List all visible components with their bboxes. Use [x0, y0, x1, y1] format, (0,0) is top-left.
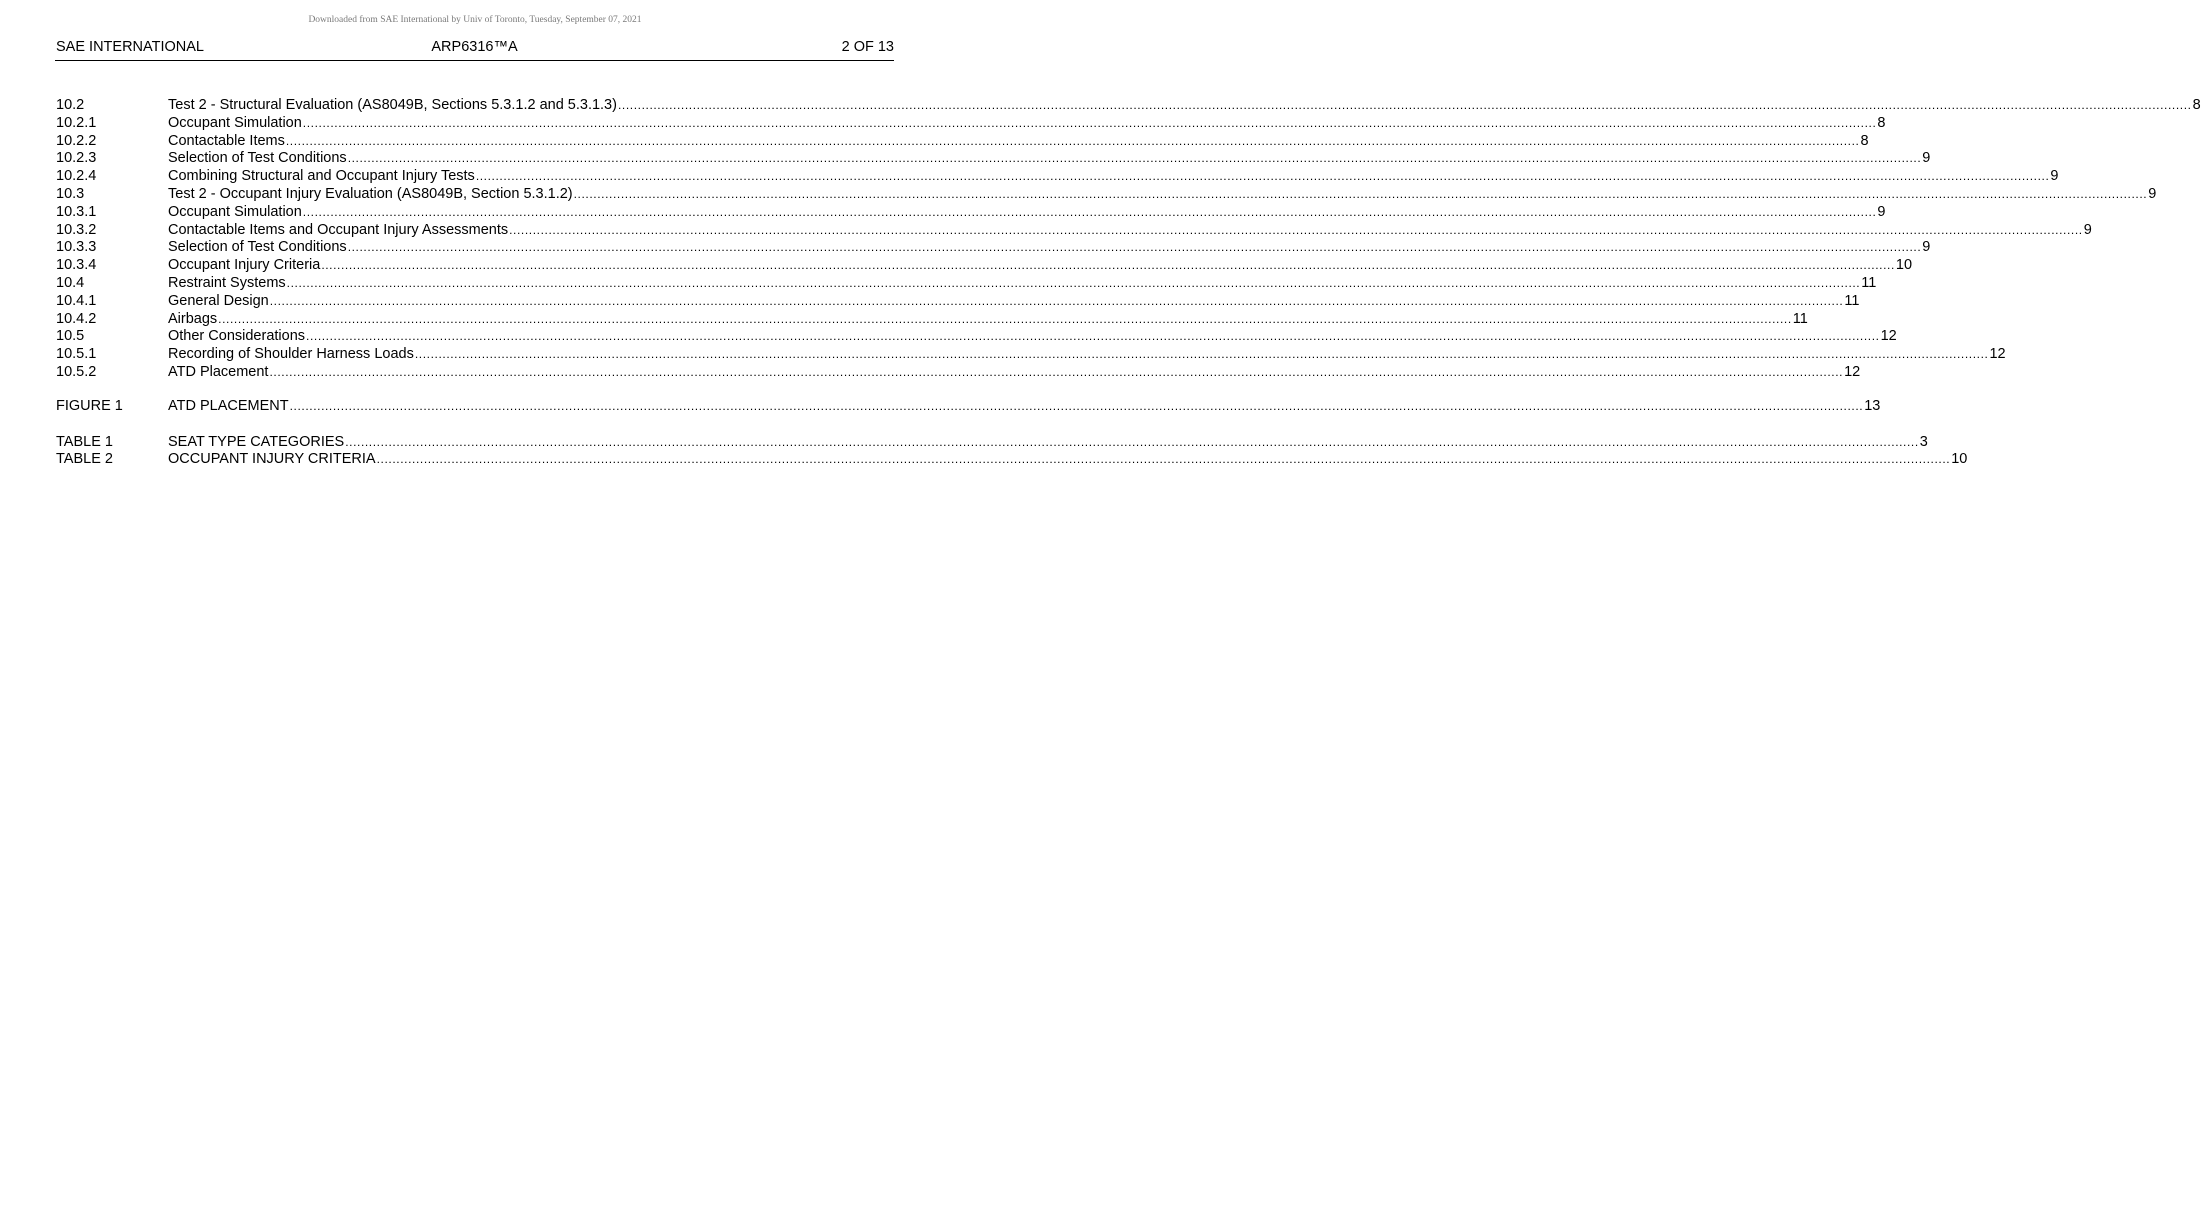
toc-entry-page: 11 — [1792, 310, 1808, 327]
toc-entry-title: Combining Structural and Occupant Injury Tests — [168, 168, 475, 185]
toc-entry-title: Contactable Items — [168, 132, 285, 149]
toc-leader-dots: ................................................................................................................................................................................................................................................................................................................................................................................................................ — [376, 452, 1951, 467]
toc-entry-number: 10.5.2 — [56, 363, 97, 380]
toc-leader-dots: ................................................................................................................................................................................................................................................................................................................................................................................................................ — [475, 169, 2050, 184]
toc-leader-dots: ................................................................................................................................................................................................................................................................................................................................................................................................................ — [286, 275, 1861, 290]
toc-entry-number: FIGURE 1 — [56, 397, 123, 414]
toc-leader-dots: ................................................................................................................................................................................................................................................................................................................................................................................................................ — [218, 311, 1792, 326]
toc-entry[interactable] — [56, 310, 1808, 329]
toc-entry[interactable] — [56, 292, 1860, 311]
toc-entry[interactable] — [56, 203, 1886, 222]
toc-entry-title: ATD Placement — [168, 363, 269, 380]
toc-section-entries — [56, 97, 2201, 382]
toc-entry[interactable] — [56, 221, 2092, 240]
toc-entry-title: Test 2 - Occupant Injury Evaluation (AS8049B, Section 5.3.1.2) — [168, 185, 573, 202]
toc-entry-number: 10.2 — [56, 97, 85, 113]
toc-entry-page: 11 — [1844, 292, 1860, 309]
toc-entry-title: OCCUPANT INJURY CRITERIA — [168, 451, 376, 468]
toc-leader-dots: ................................................................................................................................................................................................................................................................................................................................................................................................................ — [302, 204, 1877, 219]
toc-entry-title: ATD PLACEMENT — [168, 397, 289, 414]
toc-entry-title: Recording of Shoulder Harness Loads — [168, 346, 414, 363]
toc-entry[interactable] — [56, 150, 1931, 168]
toc-entry-number: 10.2.3 — [56, 150, 97, 167]
toc-entry[interactable] — [56, 451, 1968, 469]
toc-entry-page: 13 — [1864, 397, 1881, 414]
toc-entry[interactable] — [56, 346, 2006, 364]
table-of-contents — [56, 97, 2201, 469]
toc-entry-page: 8 — [2192, 97, 2201, 113]
toc-entry-number: TABLE 1 — [56, 433, 113, 450]
toc-entry-number: 10.4 — [56, 274, 85, 291]
toc-entry-page: 10 — [1951, 451, 1968, 468]
toc-entry-page: 9 — [1922, 150, 1931, 167]
toc-entry-number: TABLE 2 — [56, 451, 113, 468]
toc-entry[interactable] — [56, 185, 2157, 204]
toc-entry-number: 10.5 — [56, 328, 85, 345]
toc-entry-title: Other Considerations — [168, 328, 306, 345]
toc-entry[interactable] — [56, 239, 1931, 257]
toc-leader-dots: ................................................................................................................................................................................................................................................................................................................................................................................................................ — [289, 398, 1864, 413]
toc-leader-dots: ................................................................................................................................................................................................................................................................................................................................................................................................................ — [269, 293, 1844, 308]
toc-entry-number: 10.4.1 — [56, 292, 97, 309]
toc-entry-title: Selection of Test Conditions — [168, 239, 347, 256]
toc-entry-number: 10.2.1 — [56, 114, 97, 131]
toc-table-list — [56, 433, 1968, 470]
toc-entry-page: 12 — [1844, 363, 1861, 380]
toc-entry-number: 10.3 — [56, 185, 85, 202]
toc-leader-dots: ................................................................................................................................................................................................................................................................................................................................................................................................................ — [345, 434, 1919, 449]
toc-entry[interactable] — [56, 433, 1928, 452]
toc-leader-dots: ................................................................................................................................................................................................................................................................................................................................................................................................................ — [573, 186, 2148, 201]
toc-entry[interactable] — [56, 257, 1913, 275]
toc-leader-dots: ................................................................................................................................................................................................................................................................................................................................................................................................................ — [306, 329, 1880, 344]
header-document-id: ARP6316™A — [431, 39, 518, 55]
toc-entry-title: Occupant Injury Criteria — [168, 257, 321, 274]
toc-spacer — [56, 382, 894, 398]
toc-entry[interactable] — [56, 97, 2201, 115]
toc-entry-page: 10 — [1895, 257, 1913, 274]
toc-entry-number: 10.3.4 — [56, 257, 97, 274]
toc-entry[interactable] — [56, 363, 1861, 382]
toc-entry-title: Occupant Simulation — [168, 203, 302, 220]
toc-entry-title: Restraint Systems — [168, 274, 286, 291]
toc-entry-page: 8 — [1877, 114, 1886, 131]
toc-leader-dots: ................................................................................................................................................................................................................................................................................................................................................................................................................ — [509, 222, 2083, 237]
toc-spacer — [56, 416, 894, 434]
toc-entry-title: General Design — [168, 292, 269, 309]
toc-entry[interactable] — [56, 132, 1869, 151]
toc-leader-dots: ................................................................................................................................................................................................................................................................................................................................................................................................................ — [347, 240, 1922, 255]
toc-entry-page: 9 — [2148, 185, 2157, 202]
page-header — [55, 38, 894, 61]
toc-entry-page: 9 — [2083, 221, 2092, 238]
toc-entry-page: 9 — [1922, 239, 1931, 256]
toc-entry-title: Selection of Test Conditions — [168, 150, 347, 167]
toc-entry-number: 10.3.1 — [56, 203, 97, 220]
toc-entry-number: 10.3.3 — [56, 239, 97, 256]
toc-entry-page: 12 — [1880, 328, 1897, 345]
toc-entry-page: 3 — [1919, 433, 1928, 450]
toc-entry[interactable] — [56, 397, 1881, 416]
toc-entry[interactable] — [56, 168, 2059, 186]
toc-entry-number: 10.3.2 — [56, 221, 97, 238]
toc-entry-number: 10.2.2 — [56, 132, 97, 149]
toc-entry-title: Contactable Items and Occupant Injury Assessments — [168, 221, 509, 238]
toc-entry-title: Airbags — [168, 310, 218, 327]
toc-entry-title: SEAT TYPE CATEGORIES — [168, 433, 345, 450]
download-watermark: Downloaded from SAE International by Univ of Toronto, Tuesday, September 07, 2021 — [308, 15, 642, 25]
toc-leader-dots: ................................................................................................................................................................................................................................................................................................................................................................................................................ — [302, 115, 1877, 130]
toc-entry-page: 9 — [2050, 168, 2059, 185]
toc-entry[interactable] — [56, 114, 1886, 133]
toc-entry-title: Test 2 - Structural Evaluation (AS8049B, Sections 5.3.1.2 and 5.3.1.3) — [168, 97, 617, 113]
toc-entry-page: 9 — [1877, 203, 1886, 220]
toc-figure-list — [56, 397, 1881, 416]
toc-leader-dots: ................................................................................................................................................................................................................................................................................................................................................................................................................ — [414, 347, 1989, 362]
toc-entry[interactable] — [56, 274, 1877, 293]
toc-leader-dots: ................................................................................................................................................................................................................................................................................................................................................................................................................ — [617, 98, 2192, 112]
toc-leader-dots: ................................................................................................................................................................................................................................................................................................................................................................................................................ — [321, 258, 1895, 273]
toc-entry-page: 12 — [1989, 346, 2006, 363]
toc-entry[interactable] — [56, 328, 1897, 346]
toc-entry-page: 8 — [1860, 132, 1869, 149]
toc-leader-dots: ................................................................................................................................................................................................................................................................................................................................................................................................................ — [285, 133, 1860, 148]
toc-entry-page: 11 — [1861, 274, 1877, 291]
toc-entry-title: Occupant Simulation — [168, 114, 302, 131]
toc-entry-number: 10.2.4 — [56, 168, 97, 185]
header-organization: SAE INTERNATIONAL — [56, 39, 204, 55]
toc-leader-dots: ................................................................................................................................................................................................................................................................................................................................................................................................................ — [347, 151, 1922, 166]
toc-leader-dots: ................................................................................................................................................................................................................................................................................................................................................................................................................ — [269, 364, 1844, 379]
toc-entry-number: 10.4.2 — [56, 310, 97, 327]
toc-entry-number: 10.5.1 — [56, 346, 97, 363]
header-page-number: 2 OF 13 — [841, 39, 894, 55]
